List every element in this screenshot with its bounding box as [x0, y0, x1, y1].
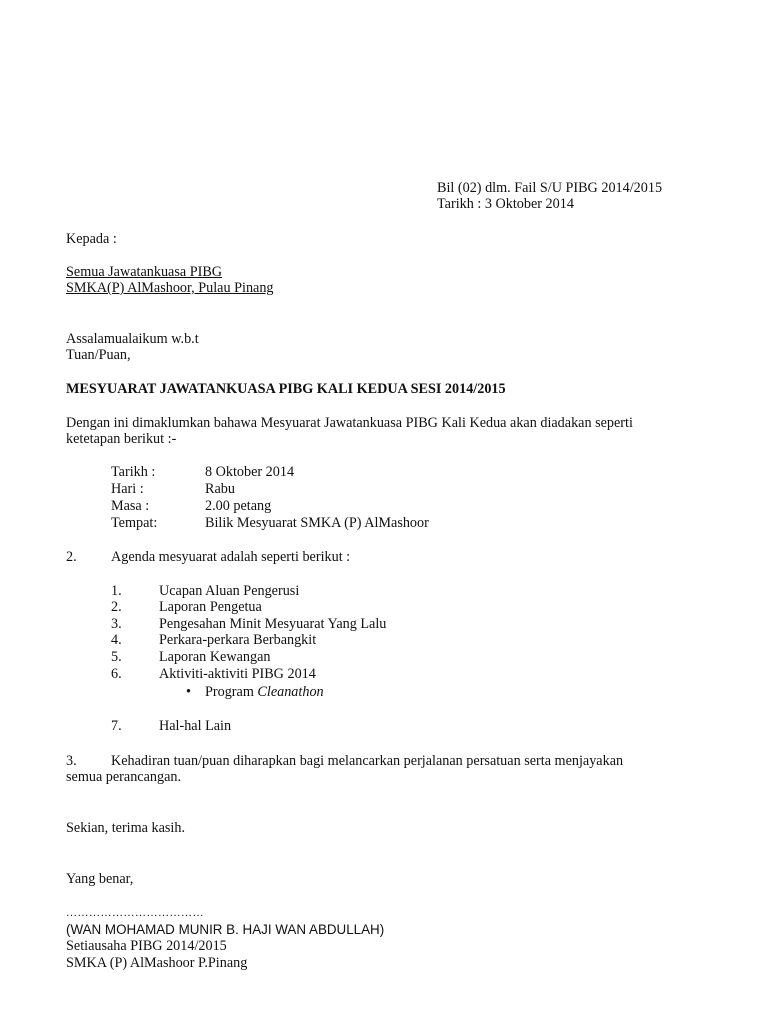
signature-line: ………………………………	[66, 907, 204, 919]
signatory-name: (WAN MOHAMAD MUNIR B. HAJI WAN ABDULLAH)	[66, 922, 385, 937]
sub-agenda-item	[205, 684, 324, 701]
salutation: Assalamualaikum w.b.t	[66, 331, 199, 347]
signatory-position: Setiausaha PIBG 2014/2015	[66, 938, 227, 954]
detail-label: Masa :	[111, 498, 150, 514]
agenda-item: Hal-hal Lain	[159, 718, 232, 734]
detail-value: 8 Oktober 2014	[205, 464, 295, 480]
recipient-line-1: Semua Jawatankuasa PIBG	[66, 264, 223, 280]
letter-title: MESYUARAT JAWATANKUASA PIBG KALI KEDUA SESI 2014/2015	[66, 381, 506, 397]
recipient-line-2: SMKA(P) AlMashoor, Pulau Pinang	[66, 280, 274, 296]
agenda-number: 2.	[111, 599, 122, 615]
intro-line-2: ketetapan berikut :-	[66, 431, 177, 447]
detail-value: 2.00 petang	[205, 498, 272, 514]
agenda-number: 1.	[111, 583, 122, 599]
agenda-number: 7.	[111, 718, 122, 734]
agenda-number: 5.	[111, 649, 122, 665]
section-2-text: Agenda mesyuarat adalah seperti berikut :	[111, 549, 351, 565]
tuan-puan: Tuan/Puan,	[66, 347, 131, 363]
detail-label: Tempat:	[111, 515, 158, 531]
detail-value: Bilik Mesyuarat SMKA (P) AlMashoor	[205, 515, 429, 531]
agenda-number: 3.	[111, 616, 122, 632]
intro-line-1: Dengan ini dimaklumkan bahawa Mesyuarat Jawatankuasa PIBG Kali Kedua akan diadakan seperti	[66, 415, 633, 431]
agenda-number: 4.	[111, 632, 122, 648]
closing-thanks: Sekian, terima kasih.	[66, 820, 185, 836]
agenda-item: Pengesahan Minit Mesyuarat Yang Lalu	[159, 616, 387, 632]
section-3-number: 3.	[66, 753, 77, 769]
detail-value: Rabu	[205, 481, 235, 497]
section-3-line-2: semua perancangan.	[66, 769, 182, 785]
agenda-item: Laporan Pengetua	[159, 599, 262, 615]
reference-number: Bil (02) dlm. Fail S/U PIBG 2014/2015	[437, 180, 663, 196]
agenda-item: Aktiviti-aktiviti PIBG 2014	[159, 666, 316, 682]
letter-date: Tarikh : 3 Oktober 2014	[437, 196, 574, 212]
section-3-line-1: Kehadiran tuan/puan diharapkan bagi melancarkan perjalanan persatuan serta menjayakan	[111, 753, 624, 769]
sub-agenda-italic: Cleanathon	[257, 684, 324, 700]
agenda-item: Laporan Kewangan	[159, 649, 271, 665]
kepada-label: Kepada :	[66, 231, 117, 247]
signatory-school: SMKA (P) AlMashoor P.Pinang	[66, 955, 248, 971]
agenda-item: Perkara-perkara Berbangkit	[159, 632, 317, 648]
section-2-number: 2.	[66, 549, 77, 565]
detail-label: Hari :	[111, 481, 144, 497]
closing-yang-benar: Yang benar,	[66, 871, 134, 887]
bullet-icon: •	[186, 684, 191, 700]
detail-label: Tarikh :	[111, 464, 156, 480]
sub-agenda-prefix: Program	[205, 684, 258, 700]
agenda-item: Ucapan Aluan Pengerusi	[159, 583, 300, 599]
agenda-number: 6.	[111, 666, 122, 682]
